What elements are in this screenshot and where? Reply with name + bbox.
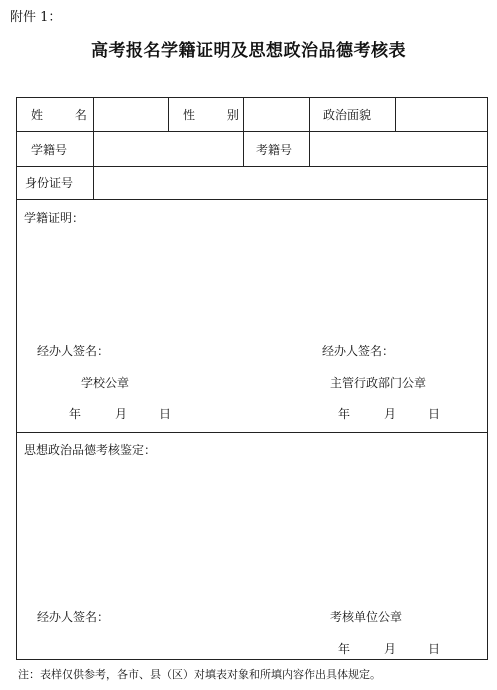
status-left-day-label: 日	[159, 407, 172, 421]
authority-seal-label: 主管行政部门公章	[330, 376, 427, 390]
status-left-signer-label: 经办人签名：	[37, 344, 110, 358]
column-divider	[168, 98, 169, 131]
name-input[interactable]	[94, 98, 168, 131]
status-right-signer-label: 经办人签名：	[322, 344, 395, 358]
status-right-month-label: 月	[384, 407, 397, 421]
status-section-heading: 学籍证明：	[24, 211, 85, 225]
exam-number-label: 考籍号	[256, 143, 293, 157]
gender-input[interactable]	[244, 98, 309, 131]
registration-form-table	[16, 97, 488, 660]
assessment-unit-seal-label: 考核单位公章	[330, 610, 403, 624]
moral-year-label: 年	[338, 642, 351, 656]
gender-label: 性 别	[183, 108, 253, 122]
moral-month-label: 月	[384, 642, 397, 656]
moral-signer-label: 经办人签名：	[37, 610, 110, 624]
status-right-year-label: 年	[338, 407, 351, 421]
row-divider	[17, 199, 487, 200]
attachment-label: 附件 1：	[10, 10, 62, 25]
exam-number-input[interactable]	[310, 132, 488, 166]
status-left-month-label: 月	[115, 407, 128, 421]
page-title: 高考报名学籍证明及思想政治品德考核表	[91, 41, 406, 61]
id-number-label: 身份证号	[25, 176, 74, 190]
footer-note: 注：表样仅供参考，各市、县（区）对填表对象和所填内容作出具体规定。	[18, 668, 381, 681]
political-status-input[interactable]	[396, 98, 488, 131]
student-number-input[interactable]	[94, 132, 243, 166]
student-number-label: 学籍号	[31, 143, 68, 157]
id-number-input[interactable]	[94, 167, 488, 199]
political-status-label: 政治面貌	[323, 108, 372, 122]
name-label: 姓 名	[31, 108, 101, 122]
section-divider	[17, 432, 487, 433]
moral-day-label: 日	[428, 642, 441, 656]
moral-section-heading: 思想政治品德考核鉴定：	[24, 443, 157, 457]
status-left-year-label: 年	[69, 407, 82, 421]
status-right-day-label: 日	[428, 407, 441, 421]
school-seal-label: 学校公章	[81, 376, 130, 390]
